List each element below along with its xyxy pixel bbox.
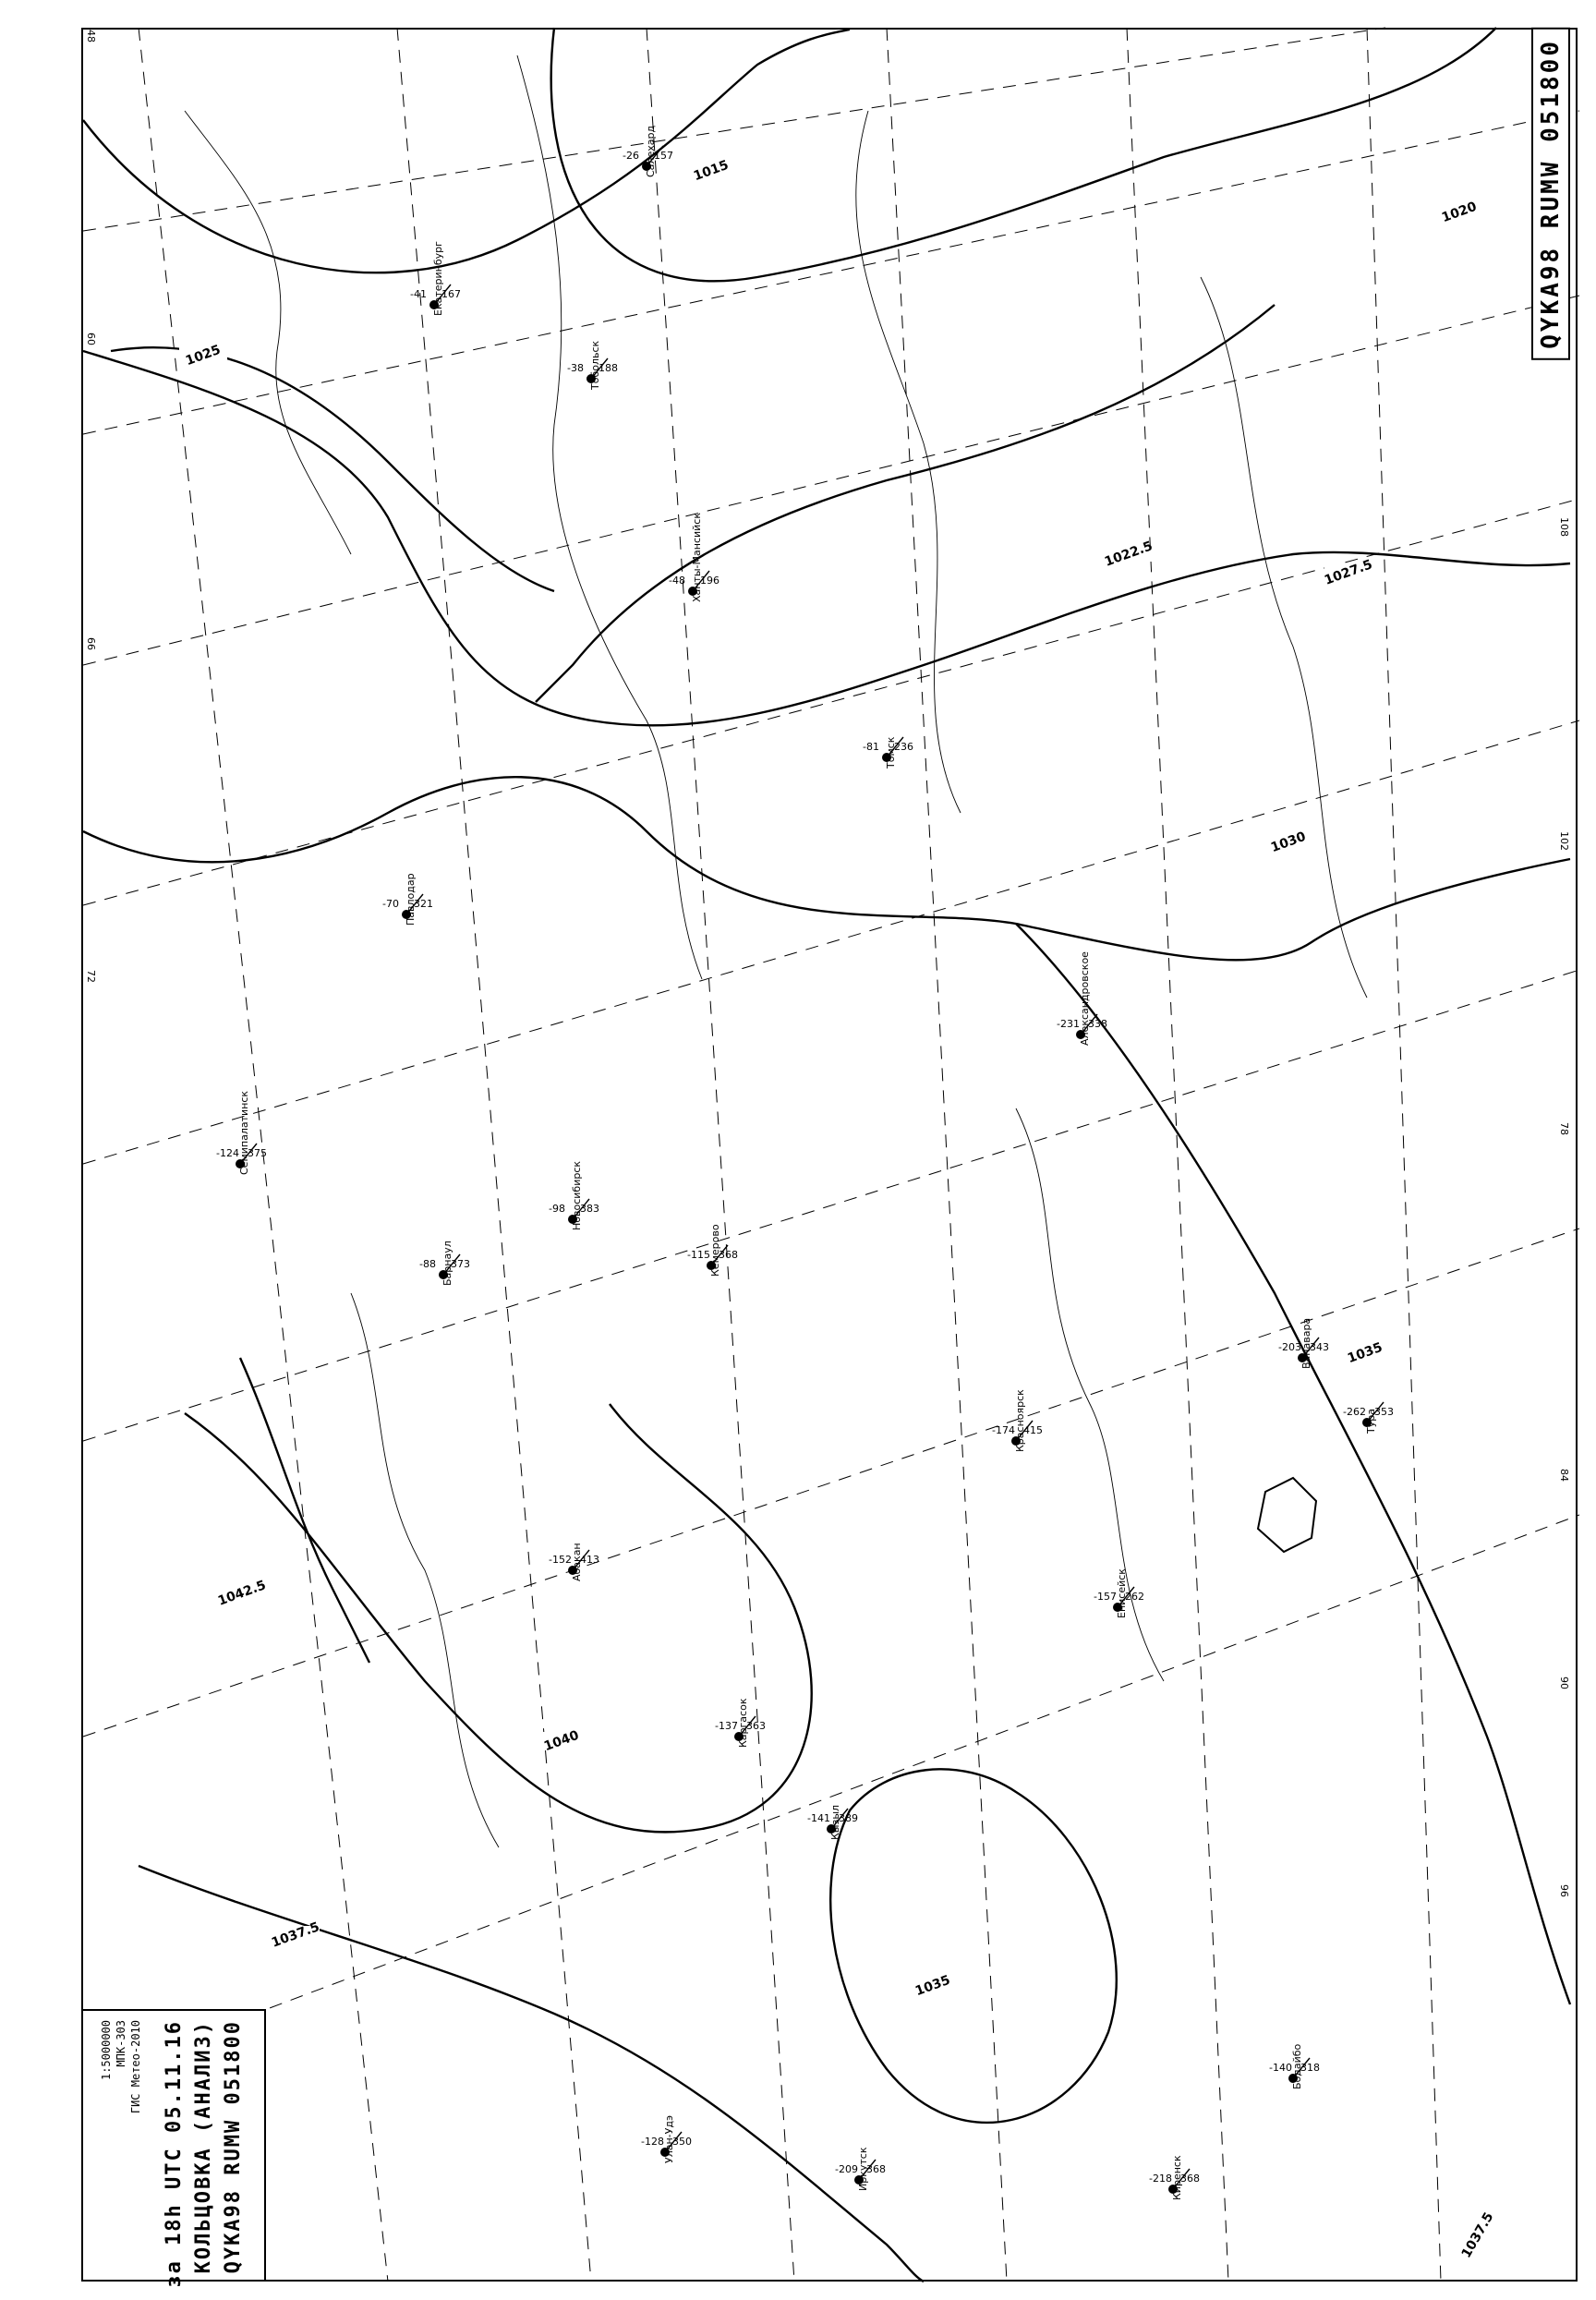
graticule-label: 84 xyxy=(1558,1469,1570,1482)
graticule-label: 48 xyxy=(85,30,97,42)
station-pressure: 368 xyxy=(1180,2173,1200,2185)
river xyxy=(1201,277,1367,998)
station-name: Екатеринбург xyxy=(432,241,444,316)
legend-scale: 1:5000000 xyxy=(100,2020,113,2081)
station-pressure: 196 xyxy=(700,575,719,587)
station-name: Новосибирск xyxy=(571,1160,583,1230)
isobar-label: 1022.5 xyxy=(1102,539,1155,570)
river xyxy=(517,55,702,979)
station-name: Енисейск xyxy=(1116,1568,1128,1618)
station-pressure: 262 xyxy=(1125,1591,1144,1603)
isobar-line xyxy=(830,1769,1117,2123)
isobar-label: 1037.5 xyxy=(269,1919,322,1951)
graticule-label: 108 xyxy=(1558,517,1570,537)
station-pressure: 368 xyxy=(866,2163,886,2175)
graticule-line xyxy=(83,720,1579,1164)
station-temperature: -128 xyxy=(641,2136,664,2148)
station-name: Семипалатинск xyxy=(238,1090,250,1175)
station-pressure: 338 xyxy=(1088,1018,1107,1030)
station-plot xyxy=(835,2147,886,2191)
station-plot xyxy=(623,126,673,177)
isobar-label: 1040 xyxy=(541,1727,582,1755)
legend-version: МПК-303 xyxy=(115,2020,127,2067)
station-plot xyxy=(687,1224,738,1277)
isobar-line xyxy=(83,351,1570,725)
isobar-label: 1015 xyxy=(691,157,732,185)
station-pressure: 188 xyxy=(598,362,618,374)
isobar-line xyxy=(536,305,1275,702)
station-plot xyxy=(567,340,618,391)
station-name: Тура xyxy=(1365,1409,1377,1434)
station-temperature: -26 xyxy=(623,150,639,162)
station-pressure: 363 xyxy=(746,1720,766,1732)
station-name: Салехард xyxy=(645,125,657,177)
graticule-label: 72 xyxy=(85,970,97,983)
isobar-label: 1027.5 xyxy=(1322,557,1375,588)
station-temperature: -41 xyxy=(410,288,427,300)
station-pressure: 389 xyxy=(839,1812,858,1824)
station-plot xyxy=(1278,1318,1329,1369)
station-temperature: -140 xyxy=(1269,2062,1292,2074)
station-plot xyxy=(992,1389,1043,1452)
station-name: Ванавара xyxy=(1300,1317,1312,1369)
legend-time: за 18h UTC 05.11.16 xyxy=(163,2020,186,2288)
station-temperature: -81 xyxy=(863,741,879,753)
graticule-line xyxy=(83,28,1385,231)
legend-code: QYKA98 RUMW 051800 xyxy=(222,2020,245,2274)
graticule-line xyxy=(397,28,591,2282)
station-plot xyxy=(1057,951,1107,1046)
station-temperature: -209 xyxy=(835,2163,858,2175)
isobar-line xyxy=(551,28,1496,281)
station-pressure: 321 xyxy=(414,898,433,910)
station-pressure: 157 xyxy=(654,150,673,162)
station-temperature: -157 xyxy=(1094,1591,1117,1603)
isobar-line xyxy=(83,777,1570,960)
station-plot xyxy=(715,1698,766,1748)
station-pressure: 413 xyxy=(580,1554,599,1566)
station-name: Томск xyxy=(885,736,897,769)
chart-code-label: QYKA98 RUMW 051800 xyxy=(1531,28,1570,360)
legend-producer: ГИС Метео-2010 xyxy=(129,2020,142,2114)
station-name: Улан-Удэ xyxy=(663,2115,675,2163)
station-pressure: 373 xyxy=(451,1258,470,1270)
isobar-line xyxy=(1016,924,1570,2004)
station-pressure: 353 xyxy=(1374,1406,1394,1418)
station-plot xyxy=(863,736,913,769)
station-temperature: -231 xyxy=(1057,1018,1080,1030)
station-name: Абакан xyxy=(571,1543,583,1581)
station-name: Бодайбо xyxy=(1291,2043,1303,2089)
graticule-line xyxy=(1127,28,1228,2282)
isobar-label: 1042.5 xyxy=(215,1578,269,1609)
lake-outline xyxy=(1258,1478,1316,1552)
river xyxy=(856,111,961,813)
station-temperature: -141 xyxy=(807,1812,830,1824)
station-pressure: 383 xyxy=(580,1203,599,1215)
station-temperature: -70 xyxy=(382,898,399,910)
station-temperature: -174 xyxy=(992,1424,1015,1436)
graticule-label: 102 xyxy=(1558,831,1570,851)
graticule-label: 78 xyxy=(1558,1122,1570,1135)
station-plot xyxy=(1149,2155,1200,2200)
station-name: Александровское xyxy=(1079,951,1091,1046)
isobar-label: 1030 xyxy=(1268,829,1309,856)
graticule-line xyxy=(83,1229,1579,1737)
station-name: Кемерово xyxy=(709,1224,721,1277)
river xyxy=(185,111,351,554)
station-temperature: -124 xyxy=(216,1147,239,1159)
station-name: Ханты-Мансийск xyxy=(691,513,703,602)
isobar-label: 1020 xyxy=(1439,199,1480,226)
isobar-line xyxy=(240,1358,369,1663)
station-plot xyxy=(669,513,719,602)
graticule-line xyxy=(83,499,1579,905)
graticule-label: 66 xyxy=(85,637,97,650)
station-temperature: -115 xyxy=(687,1249,710,1261)
station-name: Киренск xyxy=(1171,2155,1183,2200)
graticule-line xyxy=(83,1515,1579,2081)
station-plot xyxy=(216,1091,267,1175)
graticule-line xyxy=(1367,28,1441,2282)
station-pressure: 318 xyxy=(1300,2062,1320,2074)
isobar-label: 1035 xyxy=(913,1972,953,2000)
graticule-line xyxy=(83,296,1579,665)
station-pressure: 350 xyxy=(672,2136,692,2148)
station-name: Иркутск xyxy=(857,2147,869,2191)
station-temperature: -88 xyxy=(419,1258,436,1270)
station-plot xyxy=(1269,2043,1320,2089)
station-temperature: -98 xyxy=(549,1203,565,1215)
legend-name: КОЛЬЦОВКА (АНАЛИЗ) xyxy=(192,2020,215,2274)
legend-box xyxy=(81,2009,266,2288)
station-temperature: -152 xyxy=(549,1554,572,1566)
graticule-label: 90 xyxy=(1558,1677,1570,1689)
river xyxy=(351,1293,499,1847)
graticule-line xyxy=(647,28,794,2282)
graticule-label: 60 xyxy=(85,333,97,345)
isobar-label: 1025 xyxy=(183,342,224,369)
station-plot xyxy=(1094,1568,1144,1618)
station-temperature: -203 xyxy=(1278,1341,1301,1353)
station-temperature: -137 xyxy=(715,1720,738,1732)
isobar-line xyxy=(111,347,554,591)
station-plot xyxy=(382,873,433,926)
station-pressure: 415 xyxy=(1023,1424,1043,1436)
isobar-label: 1037.5 xyxy=(1458,2209,1497,2261)
isobar-line xyxy=(185,1404,812,1832)
graticule-line xyxy=(83,970,1579,1441)
graticule-line xyxy=(83,111,1579,434)
station-temperature: -218 xyxy=(1149,2173,1172,2185)
station-plot xyxy=(549,1161,599,1230)
station-name: Каргасок xyxy=(737,1698,749,1748)
isobar-line xyxy=(83,30,850,272)
station-temperature: -48 xyxy=(669,575,685,587)
station-temperature: -262 xyxy=(1343,1406,1366,1418)
station-name: Павлодар xyxy=(405,873,417,926)
station-pressure: 343 xyxy=(1310,1341,1329,1353)
station-name: Тобольск xyxy=(589,340,601,390)
isobar-label: 1035 xyxy=(1345,1339,1385,1367)
station-plot xyxy=(641,2115,692,2163)
station-name: Кызыл xyxy=(829,1804,841,1840)
station-pressure: 236 xyxy=(894,741,913,753)
graticule-line xyxy=(887,28,1007,2282)
station-plot xyxy=(1343,1402,1394,1434)
station-name: Красноярск xyxy=(1014,1389,1026,1452)
station-temperature: -38 xyxy=(567,362,584,374)
station-plot xyxy=(419,1241,470,1286)
station-pressure: 375 xyxy=(248,1147,267,1159)
station-name: Барнаул xyxy=(441,1241,453,1286)
graticule-label: 96 xyxy=(1558,1884,1570,1897)
station-pressure: 167 xyxy=(441,288,461,300)
station-pressure: 368 xyxy=(719,1249,738,1261)
station-plot xyxy=(410,241,461,316)
